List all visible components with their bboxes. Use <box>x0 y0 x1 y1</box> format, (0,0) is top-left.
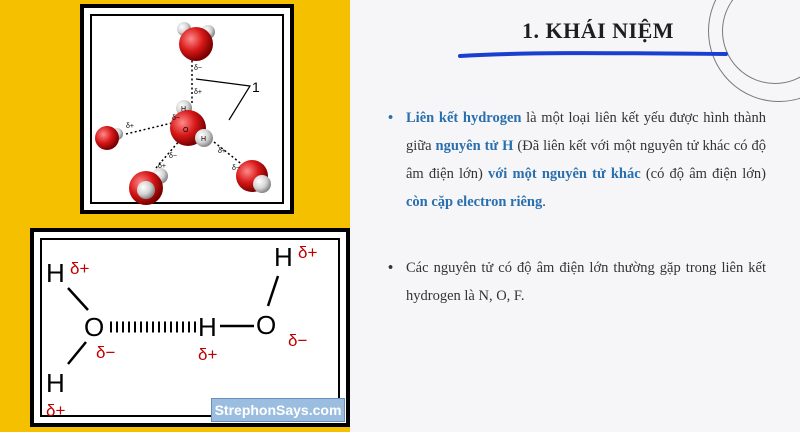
delta-minus-label: δ− <box>169 153 177 160</box>
text-segment: (có độ âm điện lớn) <box>640 166 767 182</box>
atom-h-label: H <box>201 136 207 143</box>
atom-h-label: H <box>181 106 187 113</box>
atom-o-left: O <box>84 312 105 342</box>
oxygen-atom <box>95 126 119 150</box>
atom-o-label: O <box>183 127 189 134</box>
delta-plus-label: δ+ <box>126 123 134 130</box>
term-h-atom: nguyên tử H <box>435 138 514 154</box>
bullet-dot: • <box>388 110 394 126</box>
delta-minus-label: δ− <box>194 65 202 72</box>
atom-h-top-right: H <box>274 242 293 272</box>
angle-line <box>196 79 250 120</box>
covalent-bond <box>268 276 278 306</box>
molecule-3d-image <box>80 4 294 214</box>
text-segment: là một loại liên kết yếu được hình thành giữa <box>406 110 766 154</box>
delta-plus-label: δ+ <box>218 148 226 155</box>
bullet-dot: • <box>388 260 394 276</box>
atom-h-bottom-left: H <box>46 368 65 398</box>
delta-plus-label: δ+ <box>198 345 218 364</box>
atom-o-right: O <box>256 310 277 340</box>
content-list <box>384 104 766 310</box>
bullet-definition <box>384 104 766 216</box>
water-3d-model <box>84 8 290 210</box>
delta-plus-label: δ+ <box>194 89 202 96</box>
delta-minus-label: δ− <box>172 115 180 122</box>
delta-minus-label: δ− <box>232 165 240 172</box>
text-segment: (Đã liên kết với một nguyên tử khác có độ âm điện lớn) <box>406 138 767 182</box>
title-underline <box>458 50 728 60</box>
term-other-atom: với một nguyên tử khác <box>488 166 641 182</box>
oxygen-atom <box>179 27 213 61</box>
text-segment: . <box>542 194 546 210</box>
bullet-text: Các nguyên tử có độ âm điện lớn thường gặp trong liên kết hydrogen là N, O, F. <box>406 260 766 304</box>
covalent-bond <box>68 342 86 364</box>
term-hydrogen-bond: Liên kết hydrogen <box>406 110 522 126</box>
watermark-logo: StrephonSays.com <box>211 398 345 422</box>
label-1: 1 <box>252 79 260 95</box>
delta-plus-label: δ+ <box>46 401 66 420</box>
hydrogen-atom <box>253 175 271 193</box>
hydrogen-atom <box>137 181 155 199</box>
delta-plus-label: δ+ <box>70 259 90 278</box>
slide-title: 1. KHÁI NIỆM <box>521 18 675 43</box>
delta-plus-label: δ+ <box>158 163 166 170</box>
covalent-bond <box>68 288 88 310</box>
atom-h-center: H <box>198 312 217 342</box>
term-lone-pair: còn cặp electron riêng <box>406 194 543 210</box>
atom-h-top-left: H <box>46 258 65 288</box>
delta-minus-label: δ− <box>96 343 116 362</box>
hydrogen-bond-2d <box>34 232 346 423</box>
delta-plus-label: δ+ <box>298 243 318 262</box>
bullet-common-atoms <box>384 254 766 310</box>
delta-minus-label: δ− <box>288 331 308 350</box>
